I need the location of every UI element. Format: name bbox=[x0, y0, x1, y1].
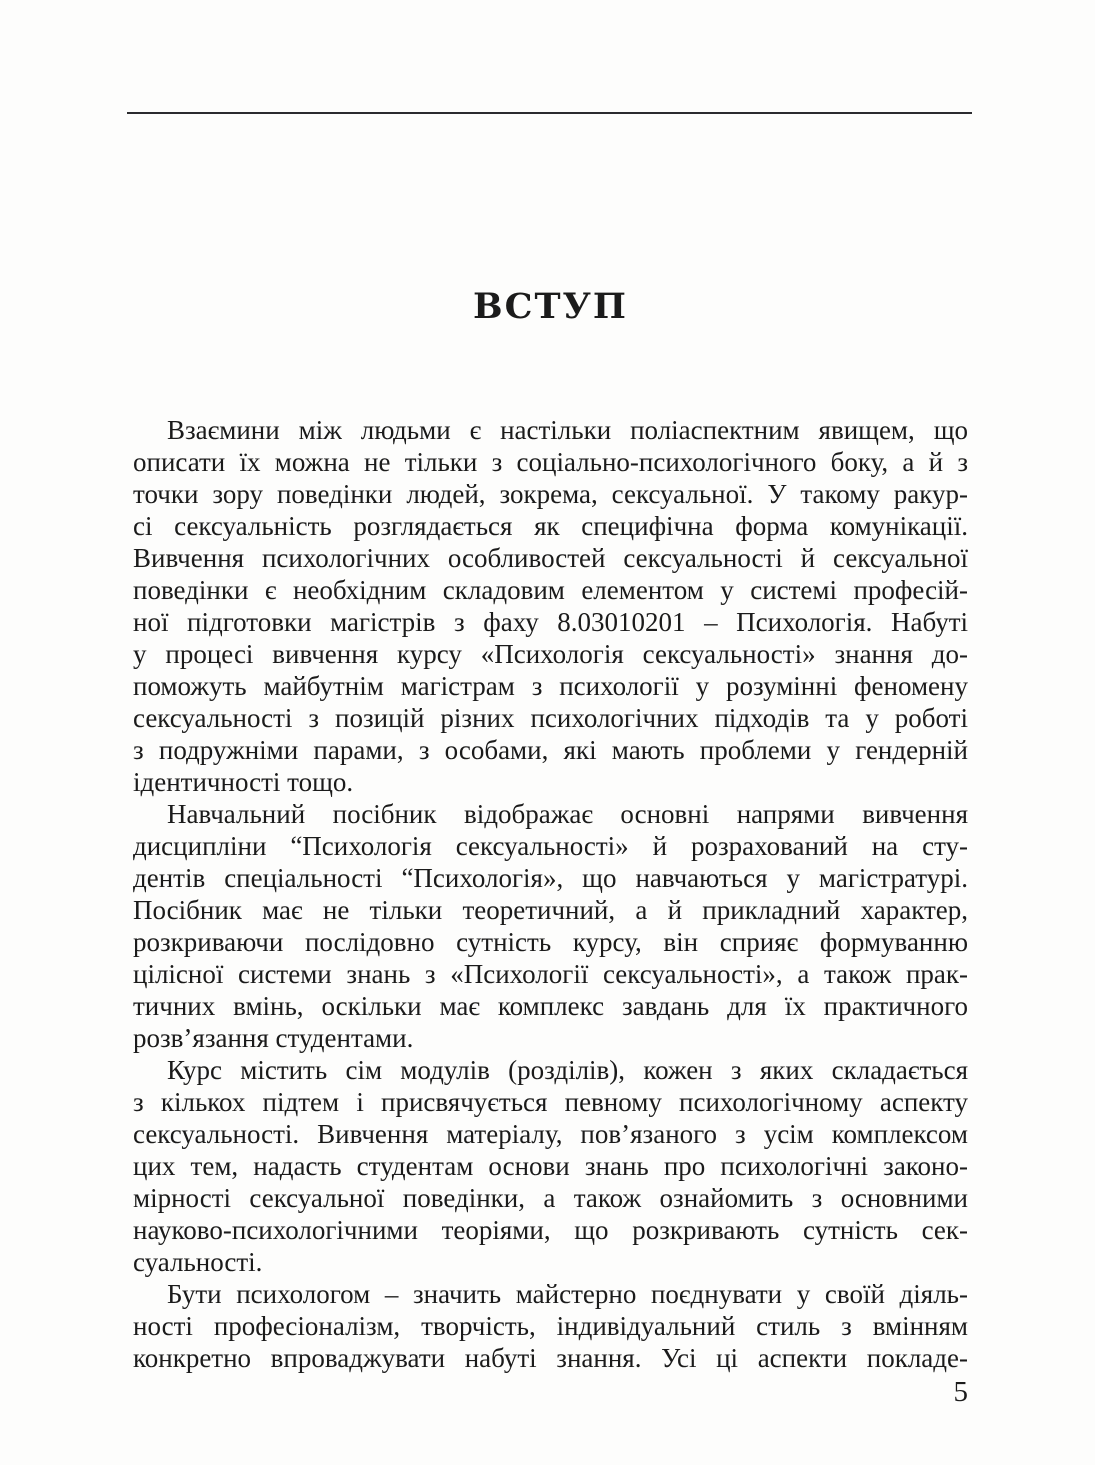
text-line: дентів спеціальності “Психологія», що навчаються у магістратурі. bbox=[133, 863, 968, 893]
text-line: Посібник має не тільки теоретичний, а й прикладний характер, bbox=[133, 895, 968, 925]
header-rule bbox=[127, 112, 972, 114]
text-line: Взаємини між людьми є настільки поліаспектним явищем, що bbox=[167, 415, 968, 445]
text-line: цих тем, надасть студентам основи знань про психологічні законо- bbox=[133, 1151, 968, 1181]
text-line: описати їх можна не тільки з соціально-психологічного боку, а й з bbox=[133, 447, 968, 477]
text-line: мірності сексуальної поведінки, а також ознайомить з основними bbox=[133, 1183, 968, 1213]
text-line: дисципліни “Психологія сексуальності» й розрахований на сту- bbox=[133, 831, 968, 861]
text-line: конкретно впроваджувати набуті знання. Усі ці аспекти покладе- bbox=[133, 1343, 968, 1373]
text-line: розкриваючи послідовно сутність курсу, він сприяє формуванню bbox=[133, 927, 968, 957]
text-line: Курс містить сім модулів (розділів), кожен з яких складається bbox=[167, 1055, 968, 1085]
page-title: ВСТУП bbox=[473, 286, 628, 327]
text-line: розв’язання студентами. bbox=[133, 1023, 414, 1053]
text-line: сі сексуальність розглядається як специфічна форма комунікації. bbox=[133, 511, 968, 541]
text-line: сексуальності. Вивчення матеріалу, пов’язаного з усім комплексом bbox=[133, 1119, 968, 1149]
text-line: науково-психологічними теоріями, що розкривають сутність сек- bbox=[133, 1215, 968, 1245]
text-line: поможуть майбутнім магістрам з психології у розумінні феномену bbox=[133, 671, 968, 701]
text-line: з подружніми парами, з особами, які мають проблеми у гендерній bbox=[133, 735, 968, 765]
paragraph-1 bbox=[133, 414, 968, 798]
paragraph-3 bbox=[133, 1054, 968, 1278]
text-line: Вивчення психологічних особливостей сексуальності й сексуальної bbox=[133, 543, 968, 573]
text-line: ідентичності тощо. bbox=[133, 767, 354, 797]
text-line: Бути психологом – значить майстерно поєднувати у своїй діяль- bbox=[167, 1279, 968, 1309]
text-line: тичних вмінь, оскільки має комплекс завдань для їх практичного bbox=[133, 991, 968, 1021]
page-number: 5 bbox=[953, 1376, 968, 1408]
text-line: сексуальності з позицій різних психологічних підходів та у роботі bbox=[133, 703, 968, 733]
text-line: суальності. bbox=[133, 1247, 263, 1277]
text-line: з кількох підтем і присвячується певному психологічному аспекту bbox=[133, 1087, 968, 1117]
text-line: точки зору поведінки людей, зокрема, сексуальної. У такому ракур- bbox=[133, 479, 968, 509]
paragraph-4 bbox=[133, 1278, 968, 1374]
text-line: цілісної системи знань з «Психології сексуальності», а також прак- bbox=[133, 959, 968, 989]
body-text bbox=[133, 414, 968, 1374]
text-line: ної підготовки магістрів з фаху 8.03010201 – Психологія. Набуті bbox=[133, 607, 968, 637]
paragraph-2 bbox=[133, 798, 968, 1054]
text-line: Навчальний посібник відображає основні напрями вивчення bbox=[167, 799, 968, 829]
text-line: поведінки є необхідним складовим елементом у системі професій- bbox=[133, 575, 968, 605]
text-line: ності професіоналізм, творчість, індивідуальний стиль з вмінням bbox=[133, 1311, 968, 1341]
text-line: у процесі вивчення курсу «Психологія сексуальності» знання до- bbox=[133, 639, 968, 669]
